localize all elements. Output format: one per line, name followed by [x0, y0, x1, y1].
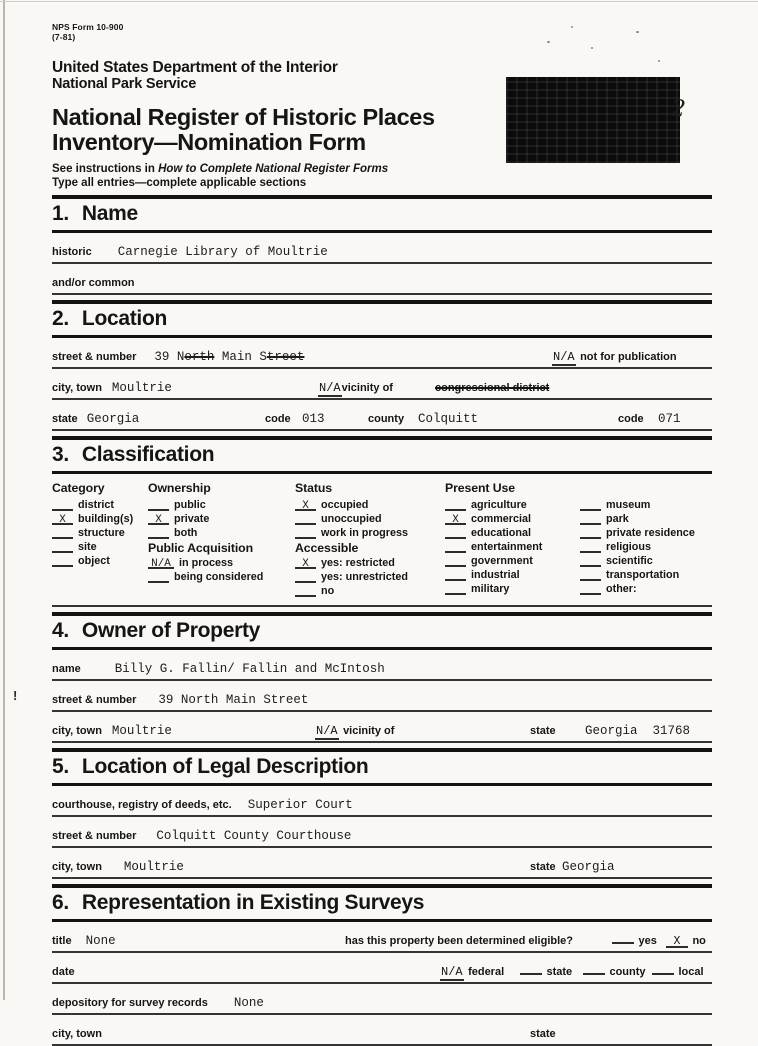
- state-option-label: state: [546, 966, 573, 978]
- blank-line: [580, 570, 601, 581]
- check-mark: X: [302, 558, 309, 570]
- section-1-number: 1.: [52, 202, 69, 225]
- county-code-value: 071: [658, 412, 681, 426]
- section-2-heading: [52, 300, 712, 338]
- check-mark: X: [452, 514, 459, 526]
- checkbox-label: government: [471, 555, 533, 567]
- section-4-number: 4.: [52, 619, 69, 642]
- bureau-name: National Park Service: [52, 76, 197, 92]
- checkbox-label: scientific: [606, 555, 653, 567]
- legal-city-row: [52, 848, 712, 879]
- section-1-title: Name: [81, 202, 138, 225]
- checkbox-label: museum: [606, 499, 651, 511]
- checkbox-label: other:: [606, 583, 637, 595]
- state-value: Georgia: [585, 724, 638, 738]
- scan-speck: [591, 47, 593, 49]
- blank-line: [295, 572, 316, 583]
- checkbox-yes-restricted: [295, 557, 445, 569]
- handwritten-page-mark: 2: [669, 95, 687, 123]
- form-revision: (7-81): [52, 32, 76, 42]
- historic-name-row: [52, 233, 712, 264]
- na-mark: N/A: [316, 724, 338, 738]
- section-3-heading: [52, 436, 712, 474]
- owner-street-label: street & number: [52, 694, 137, 706]
- checkbox-label: park: [606, 513, 629, 525]
- blank-line: [445, 514, 466, 525]
- form-title-line2: Inventory—Nomination Form: [52, 128, 366, 155]
- checkbox-buildings: [52, 513, 148, 525]
- blank-line: [148, 500, 169, 511]
- location-state-row: [52, 400, 712, 431]
- na-mark: N/A: [553, 350, 575, 364]
- checkbox-scientific: [580, 555, 710, 567]
- not-for-publication-group: [552, 349, 677, 364]
- owner-street-value: 39 North Main Street: [158, 693, 309, 707]
- legal-city-value: Moultrie: [123, 860, 184, 874]
- eligible-question-label: has this property been determined eligible?: [345, 935, 573, 947]
- legal-street-label: street & number: [52, 830, 137, 842]
- depository-label: depository for survey records: [52, 997, 208, 1009]
- county-label: county: [368, 413, 405, 425]
- checkbox-label: occupied: [321, 499, 369, 511]
- city-town-value: Moultrie: [111, 381, 172, 395]
- street-part: 39 N: [154, 350, 185, 364]
- instructions-prefix: See instructions in: [52, 163, 159, 175]
- blank-line: [295, 528, 316, 539]
- checkbox-site: [52, 541, 148, 553]
- checkbox-government: [445, 555, 580, 567]
- checkbox-label: no: [321, 585, 335, 597]
- checkbox-label: structure: [78, 527, 125, 539]
- owner-vicinity-group: [315, 723, 394, 738]
- county-option-label: county: [609, 966, 646, 978]
- section-6-heading: [52, 884, 712, 922]
- blank-line: [652, 965, 674, 975]
- street-number-label: street & number: [52, 351, 137, 363]
- street-number-value: [154, 350, 304, 364]
- blank-line: [580, 514, 601, 525]
- local-option-label: local: [678, 966, 704, 978]
- checkbox-no: [295, 585, 445, 597]
- blank-line: [52, 500, 73, 511]
- yes-label: yes: [638, 935, 657, 947]
- no-label: no: [692, 935, 706, 947]
- na-mark: N/A: [441, 965, 463, 979]
- federal-option: [440, 964, 504, 979]
- blank-line: [580, 528, 601, 539]
- section-2-number: 2.: [52, 307, 69, 330]
- courthouse-label: courthouse, registry of deeds, etc.: [52, 799, 232, 811]
- checkbox-label: district: [78, 499, 114, 511]
- blank-line: [148, 514, 169, 525]
- street-struck-part: treet: [266, 350, 305, 364]
- checkbox-label: both: [174, 527, 198, 539]
- ownership-column: [148, 481, 295, 599]
- street-struck-part: orth: [184, 350, 215, 364]
- checkbox-label: private: [174, 513, 210, 525]
- survey-date-label: date: [52, 966, 75, 978]
- blank-line: [520, 965, 542, 975]
- na-mark: N/A: [319, 381, 341, 395]
- common-name-row: [52, 264, 712, 295]
- state-value: Georgia: [86, 412, 140, 426]
- checkbox-structure: [52, 527, 148, 539]
- blank-line: [295, 558, 316, 569]
- blank-line: [295, 514, 316, 525]
- scan-speck: [658, 60, 660, 62]
- checkbox-label: work in progress: [321, 527, 408, 539]
- blank-line: [445, 570, 466, 581]
- form-title-line1: National Register of Historic Places: [52, 104, 435, 130]
- local-option: [652, 964, 704, 979]
- vicinity-label: vicinity of: [343, 725, 395, 737]
- checkbox-district: [52, 499, 148, 511]
- section-3-title: Classification: [81, 443, 215, 466]
- checkbox-museum: [580, 499, 710, 511]
- blank-line: [295, 500, 316, 511]
- not-for-publication-label: not for publication: [580, 351, 677, 363]
- section-5-heading: [52, 748, 712, 786]
- check-mark: X: [59, 514, 66, 526]
- legal-state-value: Georgia: [562, 860, 615, 874]
- checkbox-other: [580, 583, 710, 595]
- checkbox-object: [52, 555, 148, 567]
- section-4-heading: [52, 612, 712, 650]
- scan-edge-top: [0, 1, 758, 2]
- status-column: [295, 481, 445, 599]
- present-use-column-1: [445, 481, 580, 599]
- blank-line: [445, 584, 466, 595]
- vicinity-group: [318, 380, 393, 395]
- blank-line: [580, 542, 601, 553]
- common-name-label: and/or common: [52, 277, 135, 289]
- blank-line: [445, 542, 466, 553]
- blank-line: [52, 542, 73, 553]
- owner-state-label: state: [530, 725, 556, 737]
- survey-state-label: state: [530, 1028, 556, 1040]
- checkbox-commercial: [445, 513, 580, 525]
- checkbox-yes-unrestricted: [295, 571, 445, 583]
- margin-stray-mark: !: [13, 688, 18, 703]
- section-4-title: Owner of Property: [81, 619, 261, 642]
- eligible-yes-option: [612, 933, 657, 948]
- status-header: Status: [295, 481, 332, 495]
- category-header: Category: [52, 481, 105, 495]
- vicinity-label: vicinity of: [341, 382, 393, 394]
- checkbox-label: unoccupied: [321, 513, 382, 525]
- checkbox-entertainment: [445, 541, 580, 553]
- check-mark: X: [666, 936, 688, 948]
- checkbox-label: religious: [606, 541, 651, 553]
- checkbox-label: yes: restricted: [321, 557, 395, 569]
- accessible-header: Accessible: [295, 541, 359, 555]
- street-part: Main S: [214, 350, 267, 364]
- instructions: [52, 163, 712, 190]
- checkbox-educational: [445, 527, 580, 539]
- section-2-title: Location: [81, 307, 168, 330]
- instructions-manual-title: How to Complete National Register Forms: [158, 163, 389, 175]
- checkbox-religious: [580, 541, 710, 553]
- blank-line: [52, 556, 73, 567]
- section-5-number: 5.: [52, 755, 69, 778]
- checkbox-park: [580, 513, 710, 525]
- redacted-stamp-box: [506, 77, 680, 163]
- checkbox-label: commercial: [471, 513, 532, 525]
- historic-value: Carnegie Library of Moultrie: [117, 245, 328, 259]
- checkbox-label: yes: unrestricted: [321, 571, 409, 583]
- city-town-label: city, town: [52, 382, 102, 394]
- present-use-column-2: [580, 481, 710, 599]
- checkbox-being-considered: [148, 571, 295, 583]
- checkbox-label: agriculture: [471, 499, 527, 511]
- instructions-line2: Type all entries—complete applicable sections: [52, 176, 307, 189]
- legal-state-label: state: [530, 861, 556, 873]
- section-6-number: 6.: [52, 891, 69, 914]
- survey-city-label: city, town: [52, 1028, 102, 1040]
- form-number: NPS Form 10-900: [52, 22, 124, 32]
- section-3-number: 3.: [52, 443, 69, 466]
- checkbox-both: [148, 527, 295, 539]
- legal-street-value: Colquitt County Courthouse: [156, 829, 352, 843]
- ownership-header: Ownership: [148, 481, 211, 495]
- checkbox-industrial: [445, 569, 580, 581]
- blank-line: [52, 514, 73, 525]
- blank-line: [148, 558, 174, 569]
- scan-speck: [636, 31, 639, 33]
- checkbox-label: private residence: [606, 527, 695, 539]
- checkbox-private-residence: [580, 527, 710, 539]
- checkbox-label: public: [174, 499, 206, 511]
- survey-date-row: [52, 953, 712, 984]
- section-1-heading: [52, 195, 712, 233]
- public-acquisition-header: Public Acquisition: [148, 541, 254, 555]
- instructions-line1: [52, 163, 712, 177]
- county-value: Colquitt: [418, 412, 479, 426]
- federal-label: federal: [468, 966, 505, 978]
- zip-value: 31768: [652, 724, 691, 738]
- blank-line: [445, 556, 466, 567]
- present-use-header: Present Use: [445, 481, 515, 495]
- state-option: [520, 964, 572, 979]
- owner-city-row: [52, 712, 712, 743]
- section-6-title: Representation in Existing Surveys: [81, 891, 425, 914]
- blank-line: [445, 528, 466, 539]
- scan-speck: [547, 41, 550, 43]
- legal-street-row: [52, 817, 712, 848]
- survey-title-row: [52, 922, 712, 953]
- county-option: [583, 964, 646, 979]
- blank-line: [148, 572, 169, 583]
- owner-city-value: Moultrie: [111, 724, 172, 738]
- courthouse-value: Superior Court: [247, 798, 353, 812]
- courthouse-row: [52, 786, 712, 817]
- agency-name: United States Department of the Interior: [52, 59, 338, 76]
- owner-street-row: [52, 681, 712, 712]
- location-city-row: [52, 369, 712, 400]
- blank-line: [580, 500, 601, 511]
- owner-state-value: [585, 724, 690, 738]
- location-street-row: [52, 338, 712, 369]
- blank-line: [52, 528, 73, 539]
- checkbox-in-process: [148, 557, 295, 569]
- classification-grid: [52, 474, 712, 607]
- code-label: code: [618, 413, 644, 425]
- state-code-value: 013: [302, 412, 325, 426]
- checkbox-work-in-progress: [295, 527, 445, 539]
- survey-title-value: None: [85, 934, 116, 948]
- na-mark: N/A: [151, 558, 171, 570]
- owner-city-label: city, town: [52, 725, 102, 737]
- congressional-district-struck-label: congressional district: [435, 382, 550, 394]
- owner-name-label: name: [52, 663, 81, 675]
- survey-title-label: title: [52, 935, 72, 947]
- blank-line: [445, 500, 466, 511]
- code-label: code: [265, 413, 291, 425]
- checkbox-label: military: [471, 583, 510, 595]
- checkbox-label: educational: [471, 527, 531, 539]
- scan-speck: [571, 26, 573, 28]
- checkbox-public: [148, 499, 295, 511]
- depository-value: None: [233, 996, 264, 1010]
- checkbox-military: [445, 583, 580, 595]
- checkbox-label: object: [78, 555, 110, 567]
- owner-name-value: Billy G. Fallin/ Fallin and McIntosh: [114, 662, 385, 676]
- present-use-spacer: [580, 481, 710, 495]
- checkbox-unoccupied: [295, 513, 445, 525]
- checkbox-label: industrial: [471, 569, 520, 581]
- blank-line: [295, 586, 316, 597]
- checkbox-label: entertainment: [471, 541, 543, 553]
- blank-line: [583, 965, 605, 975]
- eligible-no-option: [666, 933, 706, 948]
- blank-line: [580, 584, 601, 595]
- blank-line: [612, 934, 634, 944]
- checkbox-label: building(s): [78, 513, 134, 525]
- blank-line: [148, 528, 169, 539]
- check-mark: X: [155, 514, 162, 526]
- historic-label: historic: [52, 246, 92, 258]
- checkbox-label: in process: [179, 557, 234, 569]
- checkbox-private: [148, 513, 295, 525]
- checkbox-label: being considered: [174, 571, 264, 583]
- check-mark: X: [302, 500, 309, 512]
- checkbox-transportation: [580, 569, 710, 581]
- category-column: [52, 481, 148, 599]
- state-label: state: [52, 413, 78, 425]
- checkbox-label: site: [78, 541, 97, 553]
- blank-line: [580, 556, 601, 567]
- checkbox-agriculture: [445, 499, 580, 511]
- owner-name-row: [52, 650, 712, 681]
- legal-city-label: city, town: [52, 861, 102, 873]
- checkbox-occupied: [295, 499, 445, 511]
- section-5-title: Location of Legal Description: [81, 755, 369, 778]
- survey-city-row: [52, 1015, 712, 1046]
- scan-edge-left: [3, 0, 5, 1000]
- checkbox-label: transportation: [606, 569, 680, 581]
